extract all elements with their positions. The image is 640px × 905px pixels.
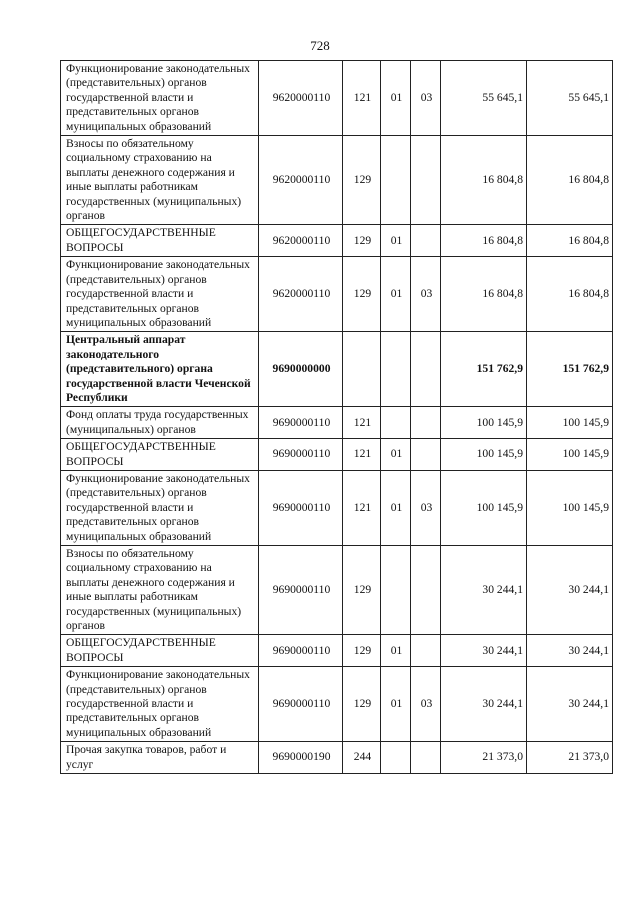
table-row: [61, 546, 613, 635]
table-row: [61, 61, 613, 136]
row-expense-type: 121: [343, 407, 381, 439]
row-expense-type: 129: [343, 546, 381, 635]
row-section: 01: [381, 635, 411, 667]
row-expense-type: [343, 332, 381, 407]
row-subsection: [411, 439, 441, 471]
row-section: [381, 742, 411, 774]
row-code: 9690000000: [259, 332, 343, 407]
row-amount-2: 16 804,8: [527, 136, 613, 225]
row-amount-2: 100 145,9: [527, 470, 613, 545]
row-amount-1: 16 804,8: [441, 257, 527, 332]
row-amount-2: 30 244,1: [527, 667, 613, 742]
table-row: [61, 407, 613, 439]
row-name: Функционирование законодательных (представительных) органов государственной власти и представительных органов муниципальных образований: [61, 61, 259, 136]
row-amount-2: 55 645,1: [527, 61, 613, 136]
row-amount-1: 100 145,9: [441, 470, 527, 545]
row-section: 01: [381, 439, 411, 471]
row-expense-type: 244: [343, 742, 381, 774]
row-amount-2: 21 373,0: [527, 742, 613, 774]
row-subsection: [411, 742, 441, 774]
row-section: [381, 546, 411, 635]
row-subsection: [411, 332, 441, 407]
row-name: Функционирование законодательных (представительных) органов государственной власти и представительных органов муниципальных образований: [61, 667, 259, 742]
row-expense-type: 121: [343, 439, 381, 471]
row-amount-2: 30 244,1: [527, 635, 613, 667]
row-section: 01: [381, 225, 411, 257]
row-amount-1: 21 373,0: [441, 742, 527, 774]
table-row: [61, 225, 613, 257]
row-section: 01: [381, 470, 411, 545]
row-subsection: 03: [411, 61, 441, 136]
row-section: [381, 332, 411, 407]
row-name: ОБЩЕГОСУДАРСТВЕННЫЕ ВОПРОСЫ: [61, 225, 259, 257]
row-subsection: [411, 407, 441, 439]
row-subsection: [411, 225, 441, 257]
row-amount-1: 100 145,9: [441, 439, 527, 471]
row-amount-1: 30 244,1: [441, 667, 527, 742]
row-expense-type: 121: [343, 61, 381, 136]
row-amount-1: 30 244,1: [441, 635, 527, 667]
table-body: [61, 61, 613, 774]
row-amount-1: 55 645,1: [441, 61, 527, 136]
row-amount-2: 16 804,8: [527, 257, 613, 332]
row-name: Взносы по обязательному социальному страхованию на выплаты денежного содержания и иные выплаты работникам государственных (муниципальных) органов: [61, 136, 259, 225]
row-code: 9620000110: [259, 136, 343, 225]
row-subsection: 03: [411, 257, 441, 332]
row-section: [381, 407, 411, 439]
table-row: [61, 470, 613, 545]
table-row: [61, 257, 613, 332]
row-subsection: [411, 546, 441, 635]
row-expense-type: 129: [343, 667, 381, 742]
row-amount-2: 100 145,9: [527, 407, 613, 439]
row-name: Фонд оплаты труда государственных (муниципальных) органов: [61, 407, 259, 439]
row-amount-2: 151 762,9: [527, 332, 613, 407]
row-code: 9620000110: [259, 225, 343, 257]
row-name: Взносы по обязательному социальному страхованию на выплаты денежного содержания и иные выплаты работникам государственных (муниципальных) органов: [61, 546, 259, 635]
row-amount-1: 16 804,8: [441, 136, 527, 225]
row-amount-1: 30 244,1: [441, 546, 527, 635]
row-amount-1: 151 762,9: [441, 332, 527, 407]
row-amount-2: 16 804,8: [527, 225, 613, 257]
row-subsection: [411, 136, 441, 225]
row-name: ОБЩЕГОСУДАРСТВЕННЫЕ ВОПРОСЫ: [61, 439, 259, 471]
row-name: Прочая закупка товаров, работ и услуг: [61, 742, 259, 774]
row-code: 9690000110: [259, 470, 343, 545]
row-code: 9690000110: [259, 407, 343, 439]
table-row: [61, 136, 613, 225]
row-code: 9620000110: [259, 257, 343, 332]
row-expense-type: 129: [343, 225, 381, 257]
row-code: 9690000110: [259, 439, 343, 471]
row-section: 01: [381, 61, 411, 136]
row-amount-2: 100 145,9: [527, 439, 613, 471]
row-code: 9620000110: [259, 61, 343, 136]
row-expense-type: 121: [343, 470, 381, 545]
table-row: [61, 332, 613, 407]
row-expense-type: 129: [343, 136, 381, 225]
row-subsection: 03: [411, 667, 441, 742]
table-row: [61, 667, 613, 742]
row-expense-type: 129: [343, 257, 381, 332]
row-expense-type: 129: [343, 635, 381, 667]
row-name: Функционирование законодательных (представительных) органов государственной власти и представительных органов муниципальных образований: [61, 470, 259, 545]
table-row: [61, 742, 613, 774]
row-name: Функционирование законодательных (представительных) органов государственной власти и представительных органов муниципальных образований: [61, 257, 259, 332]
row-section: 01: [381, 257, 411, 332]
row-name: ОБЩЕГОСУДАРСТВЕННЫЕ ВОПРОСЫ: [61, 635, 259, 667]
table-row: [61, 439, 613, 471]
budget-table: [60, 60, 613, 774]
row-amount-2: 30 244,1: [527, 546, 613, 635]
row-subsection: [411, 635, 441, 667]
row-name: Центральный аппарат законодательного (представительного) органа государственной власти Чеченской Республики: [61, 332, 259, 407]
row-amount-1: 100 145,9: [441, 407, 527, 439]
page-number: 728: [310, 38, 330, 53]
table-row: [61, 635, 613, 667]
row-code: 9690000110: [259, 667, 343, 742]
row-subsection: 03: [411, 470, 441, 545]
row-section: [381, 136, 411, 225]
row-amount-1: 16 804,8: [441, 225, 527, 257]
row-code: 9690000190: [259, 742, 343, 774]
row-code: 9690000110: [259, 546, 343, 635]
row-code: 9690000110: [259, 635, 343, 667]
row-section: 01: [381, 667, 411, 742]
